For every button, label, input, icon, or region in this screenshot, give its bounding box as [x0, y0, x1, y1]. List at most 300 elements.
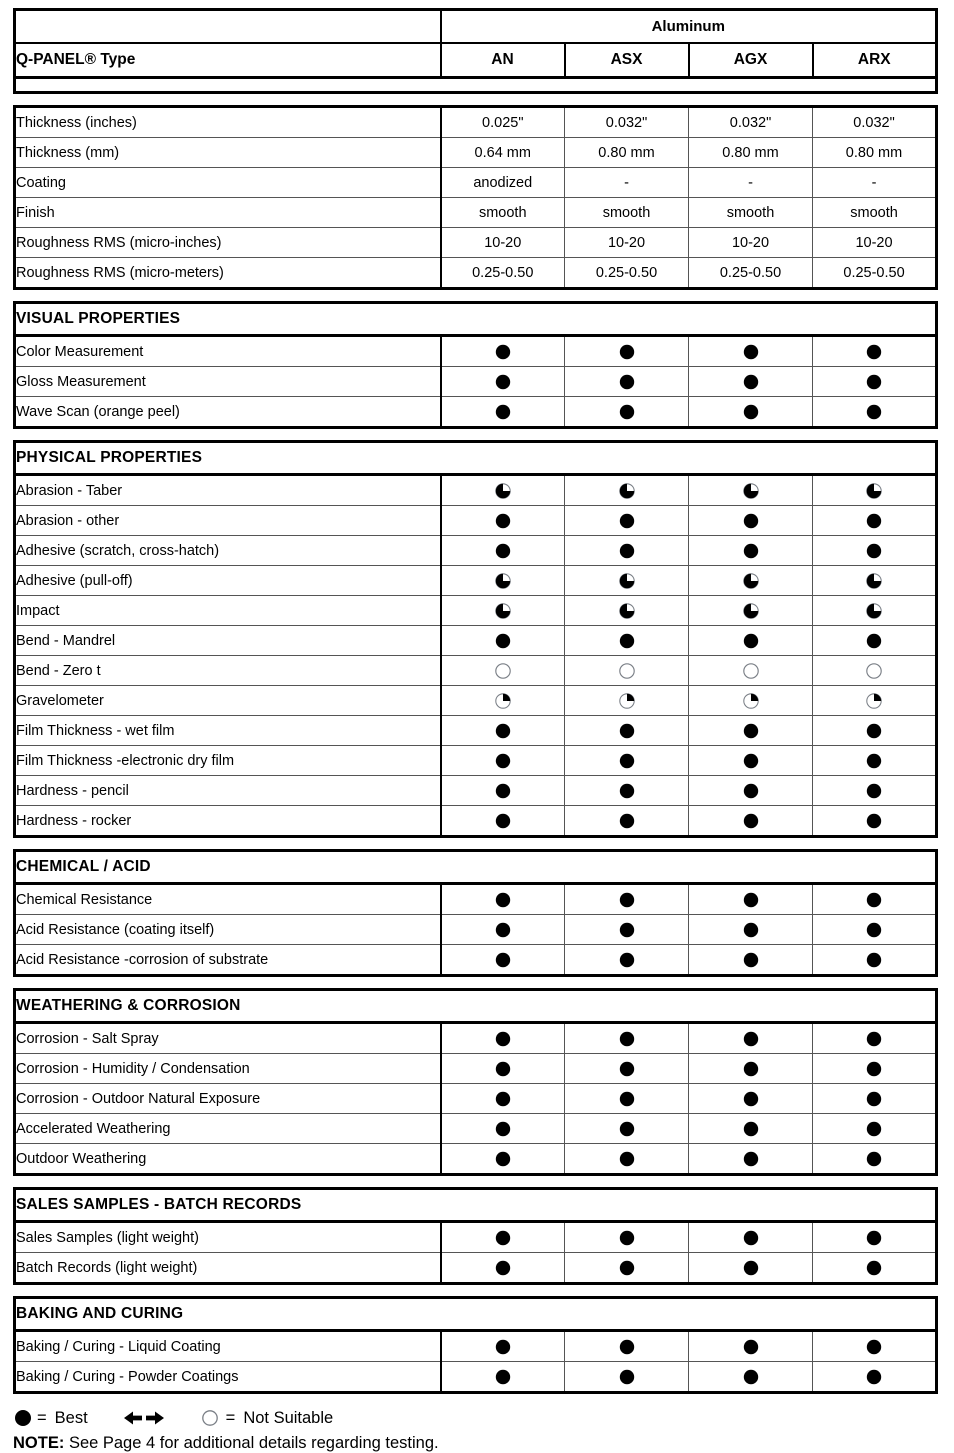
rating-cell	[689, 656, 813, 686]
rating-full-icon	[618, 632, 636, 650]
rating-full-icon	[742, 1368, 760, 1386]
group-header-aluminum: Aluminum	[441, 10, 937, 44]
property-label: Corrosion - Outdoor Natural Exposure	[15, 1084, 441, 1114]
section-header-row	[15, 851, 937, 884]
spec-row-label: Thickness (inches)	[15, 107, 441, 138]
table-row	[15, 776, 937, 806]
rating-full-icon	[618, 373, 636, 391]
rating-full-icon	[865, 1229, 883, 1247]
rating-cell	[813, 1362, 937, 1393]
rating-full-icon	[865, 921, 883, 939]
rating-full-icon	[742, 1150, 760, 1168]
rating-full-icon	[494, 752, 512, 770]
rating-cell	[813, 1054, 937, 1084]
spec-row-value: 10-20	[565, 228, 689, 258]
table-row	[15, 1054, 937, 1084]
footer-note-prefix: NOTE:	[13, 1434, 65, 1452]
rating-cell	[441, 776, 565, 806]
rating-full-icon	[742, 1338, 760, 1356]
section-gap-row	[15, 837, 937, 851]
spec-row-value: 0.80 mm	[813, 138, 937, 168]
property-label: Gloss Measurement	[15, 367, 441, 397]
rating-three-quarter-icon	[618, 572, 636, 590]
rating-full-icon	[742, 1229, 760, 1247]
spec-row-value: 0.64 mm	[441, 138, 565, 168]
rating-full-icon	[742, 542, 760, 560]
rating-cell	[441, 915, 565, 945]
rating-full-icon	[494, 891, 512, 909]
table-row	[15, 596, 937, 626]
qpanel-spec-table	[13, 8, 938, 1394]
rating-full-icon	[494, 373, 512, 391]
rating-full-icon	[618, 812, 636, 830]
rating-three-quarter-icon	[742, 602, 760, 620]
rating-quarter-icon	[494, 692, 512, 710]
table-row	[15, 336, 937, 367]
spec-row-value: -	[813, 168, 937, 198]
rating-cell	[689, 884, 813, 915]
rating-cell	[813, 746, 937, 776]
rating-full-icon	[618, 1368, 636, 1386]
table-row	[15, 945, 937, 976]
rating-cell	[565, 1253, 689, 1284]
rating-cell	[441, 397, 565, 428]
rating-full-icon	[618, 1338, 636, 1356]
rating-cell	[565, 367, 689, 397]
section-title: VISUAL PROPERTIES	[15, 303, 937, 336]
rating-quarter-icon	[865, 692, 883, 710]
rating-three-quarter-icon	[742, 572, 760, 590]
rating-cell	[441, 1114, 565, 1144]
spec-table-body	[15, 10, 937, 1393]
rating-full-icon	[618, 1120, 636, 1138]
table-row	[15, 656, 937, 686]
section-gap-row	[15, 289, 937, 303]
table-column-header-row	[15, 43, 937, 78]
rating-cell	[689, 686, 813, 716]
section-header-row	[15, 1189, 937, 1222]
rating-cell	[565, 806, 689, 837]
empty-circle-icon	[200, 1408, 220, 1428]
spec-comparison-page	[0, 8, 954, 1452]
rating-cell	[813, 536, 937, 566]
spec-row-value: -	[565, 168, 689, 198]
property-label: Outdoor Weathering	[15, 1144, 441, 1175]
rating-cell	[441, 945, 565, 976]
table-row	[15, 1362, 937, 1393]
rating-full-icon	[742, 512, 760, 530]
rating-full-icon	[494, 812, 512, 830]
rating-cell	[565, 626, 689, 656]
rating-cell	[689, 566, 813, 596]
spacer-cell	[15, 78, 937, 93]
property-label: Gravelometer	[15, 686, 441, 716]
table-row	[15, 138, 937, 168]
rating-three-quarter-icon	[618, 602, 636, 620]
spec-row-label: Roughness RMS (micro-inches)	[15, 228, 441, 258]
rating-cell	[689, 776, 813, 806]
row-header-label: Q-PANEL® Type	[15, 43, 441, 78]
rating-full-icon	[742, 403, 760, 421]
property-label: Adhesive (scratch, cross-hatch)	[15, 536, 441, 566]
rating-empty-icon	[494, 662, 512, 680]
property-label: Color Measurement	[15, 336, 441, 367]
rating-cell	[565, 945, 689, 976]
table-row	[15, 228, 937, 258]
rating-cell	[689, 746, 813, 776]
gap-cell	[15, 976, 937, 990]
gap-cell	[15, 837, 937, 851]
rating-full-icon	[742, 1030, 760, 1048]
property-label: Bend - Zero t	[15, 656, 441, 686]
rating-full-icon	[618, 752, 636, 770]
header-spacer-row	[15, 78, 937, 93]
rating-full-icon	[742, 891, 760, 909]
table-row	[15, 367, 937, 397]
rating-full-icon	[494, 1338, 512, 1356]
spec-row-value: 0.032"	[565, 107, 689, 138]
table-row	[15, 626, 937, 656]
rating-full-icon	[494, 1368, 512, 1386]
rating-full-icon	[494, 1229, 512, 1247]
rating-cell	[689, 1331, 813, 1362]
rating-cell	[813, 686, 937, 716]
rating-cell	[813, 626, 937, 656]
rating-cell	[813, 1114, 937, 1144]
rating-cell	[565, 716, 689, 746]
rating-full-icon	[618, 403, 636, 421]
gap-cell	[15, 1284, 937, 1298]
section-title: SALES SAMPLES - BATCH RECORDS	[15, 1189, 937, 1222]
rating-cell	[689, 945, 813, 976]
table-row	[15, 806, 937, 837]
rating-full-icon	[618, 1259, 636, 1277]
rating-cell	[565, 566, 689, 596]
rating-full-icon	[494, 343, 512, 361]
rating-cell	[689, 1253, 813, 1284]
rating-full-icon	[742, 782, 760, 800]
property-label: Wave Scan (orange peel)	[15, 397, 441, 428]
rating-cell	[689, 716, 813, 746]
rating-cell	[565, 506, 689, 536]
property-label: Hardness - rocker	[15, 806, 441, 837]
rating-full-icon	[618, 1030, 636, 1048]
footer-note-text: See Page 4 for additional details regarding testing.	[68, 1434, 439, 1452]
rating-cell	[689, 336, 813, 367]
property-label: Corrosion - Salt Spray	[15, 1023, 441, 1054]
spec-row-value: 0.25-0.50	[689, 258, 813, 289]
rating-cell	[441, 596, 565, 626]
rating-cell	[813, 884, 937, 915]
property-label: Batch Records (light weight)	[15, 1253, 441, 1284]
rating-cell	[813, 1331, 937, 1362]
section-gap-row	[15, 1175, 937, 1189]
rating-full-icon	[865, 343, 883, 361]
rating-full-icon	[865, 632, 883, 650]
rating-cell	[813, 506, 937, 536]
table-row	[15, 107, 937, 138]
rating-full-icon	[865, 512, 883, 530]
rating-full-icon	[742, 752, 760, 770]
property-label: Film Thickness - wet film	[15, 716, 441, 746]
table-row	[15, 884, 937, 915]
rating-full-icon	[865, 1150, 883, 1168]
gap-row	[15, 93, 937, 107]
legend	[13, 1408, 954, 1428]
table-row	[15, 746, 937, 776]
rating-full-icon	[865, 752, 883, 770]
rating-cell	[441, 1362, 565, 1393]
table-row	[15, 1253, 937, 1284]
rating-cell	[565, 884, 689, 915]
property-label: Abrasion - Taber	[15, 475, 441, 506]
table-row	[15, 536, 937, 566]
footer-note	[13, 1434, 954, 1453]
section-gap-row	[15, 428, 937, 442]
property-label: Baking / Curing - Liquid Coating	[15, 1331, 441, 1362]
spec-row-label: Thickness (mm)	[15, 138, 441, 168]
spec-row-value: 0.032"	[813, 107, 937, 138]
rating-cell	[565, 1331, 689, 1362]
rating-cell	[689, 397, 813, 428]
rating-full-icon	[494, 1030, 512, 1048]
rating-cell	[565, 1362, 689, 1393]
gap-cell	[15, 1175, 937, 1189]
section-header-row	[15, 442, 937, 475]
spec-row-value: 0.25-0.50	[441, 258, 565, 289]
table-row	[15, 258, 937, 289]
rating-cell	[689, 536, 813, 566]
property-label: Sales Samples (light weight)	[15, 1222, 441, 1253]
legend-best-equals: =	[37, 1408, 47, 1427]
rating-cell	[565, 656, 689, 686]
gap-cell	[15, 289, 937, 303]
rating-cell	[689, 1054, 813, 1084]
rating-full-icon	[618, 782, 636, 800]
rating-cell	[441, 1084, 565, 1114]
rating-cell	[813, 1222, 937, 1253]
table-row	[15, 198, 937, 228]
rating-cell	[565, 536, 689, 566]
rating-cell	[441, 1023, 565, 1054]
spec-row-value: 10-20	[689, 228, 813, 258]
rating-cell	[813, 656, 937, 686]
spec-row-value: 10-20	[813, 228, 937, 258]
rating-full-icon	[742, 373, 760, 391]
legend-notsuitable-label: Not Suitable	[243, 1408, 334, 1427]
spec-row-label: Finish	[15, 198, 441, 228]
rating-cell	[689, 915, 813, 945]
rating-cell	[813, 915, 937, 945]
rating-full-icon	[494, 921, 512, 939]
full-circle-icon	[13, 1408, 33, 1428]
rating-full-icon	[865, 782, 883, 800]
rating-cell	[565, 1144, 689, 1175]
rating-three-quarter-icon	[494, 572, 512, 590]
rating-full-icon	[865, 1060, 883, 1078]
rating-full-icon	[865, 1120, 883, 1138]
rating-cell	[565, 397, 689, 428]
rating-full-icon	[494, 1259, 512, 1277]
rating-cell	[813, 1084, 937, 1114]
rating-full-icon	[865, 951, 883, 969]
spec-row-value: 0.80 mm	[689, 138, 813, 168]
column-header-arx: ARX	[813, 43, 937, 78]
rating-cell	[689, 1222, 813, 1253]
property-label: Bend - Mandrel	[15, 626, 441, 656]
section-gap-row	[15, 976, 937, 990]
rating-cell	[441, 1222, 565, 1253]
property-label: Impact	[15, 596, 441, 626]
rating-full-icon	[865, 542, 883, 560]
rating-cell	[565, 336, 689, 367]
rating-full-icon	[494, 951, 512, 969]
rating-cell	[441, 1144, 565, 1175]
rating-cell	[689, 1084, 813, 1114]
section-title: BAKING AND CURING	[15, 1298, 937, 1331]
rating-cell	[441, 475, 565, 506]
rating-full-icon	[742, 1090, 760, 1108]
section-title: CHEMICAL / ACID	[15, 851, 937, 884]
left-right-arrow-icon	[122, 1408, 166, 1428]
rating-full-icon	[618, 1229, 636, 1247]
rating-cell	[441, 536, 565, 566]
rating-full-icon	[865, 403, 883, 421]
property-label: Accelerated Weathering	[15, 1114, 441, 1144]
rating-cell	[689, 806, 813, 837]
rating-full-icon	[494, 722, 512, 740]
rating-full-icon	[618, 951, 636, 969]
rating-cell	[441, 716, 565, 746]
rating-full-icon	[494, 403, 512, 421]
rating-full-icon	[865, 891, 883, 909]
rating-three-quarter-icon	[742, 482, 760, 500]
section-header-row	[15, 1298, 937, 1331]
rating-full-icon	[618, 722, 636, 740]
rating-empty-icon	[742, 662, 760, 680]
rating-full-icon	[865, 1368, 883, 1386]
rating-full-icon	[618, 1060, 636, 1078]
table-row	[15, 168, 937, 198]
legend-notsuitable-equals: =	[225, 1408, 236, 1427]
rating-cell	[565, 686, 689, 716]
rating-full-icon	[494, 512, 512, 530]
rating-cell	[441, 626, 565, 656]
rating-full-icon	[494, 542, 512, 560]
property-label: Adhesive (pull-off)	[15, 566, 441, 596]
table-row	[15, 397, 937, 428]
rating-cell	[689, 1114, 813, 1144]
rating-full-icon	[742, 1259, 760, 1277]
rating-full-icon	[742, 343, 760, 361]
rating-full-icon	[742, 1060, 760, 1078]
rating-three-quarter-icon	[618, 482, 636, 500]
column-header-agx: AGX	[689, 43, 813, 78]
rating-full-icon	[742, 812, 760, 830]
rating-full-icon	[618, 891, 636, 909]
rating-cell	[689, 596, 813, 626]
table-row	[15, 1144, 937, 1175]
rating-full-icon	[742, 951, 760, 969]
rating-cell	[813, 945, 937, 976]
rating-full-icon	[865, 1259, 883, 1277]
rating-full-icon	[618, 1090, 636, 1108]
rating-full-icon	[618, 343, 636, 361]
table-row	[15, 506, 937, 536]
table-row	[15, 716, 937, 746]
rating-cell	[689, 1144, 813, 1175]
rating-cell	[813, 1144, 937, 1175]
rating-cell	[441, 566, 565, 596]
property-label: Abrasion - other	[15, 506, 441, 536]
rating-full-icon	[618, 1150, 636, 1168]
spec-row-value: 0.025"	[441, 107, 565, 138]
rating-cell	[441, 506, 565, 536]
spec-row-value: smooth	[813, 198, 937, 228]
section-header-row	[15, 990, 937, 1023]
rating-cell	[565, 596, 689, 626]
section-title: WEATHERING & CORROSION	[15, 990, 937, 1023]
section-gap-row	[15, 1284, 937, 1298]
rating-cell	[441, 806, 565, 837]
rating-cell	[813, 1253, 937, 1284]
gap-cell	[15, 428, 937, 442]
property-label: Hardness - pencil	[15, 776, 441, 806]
property-label: Acid Resistance (coating itself)	[15, 915, 441, 945]
rating-full-icon	[865, 722, 883, 740]
rating-full-icon	[742, 921, 760, 939]
table-group-header-row	[15, 10, 937, 44]
rating-full-icon	[618, 921, 636, 939]
spec-row-value: smooth	[441, 198, 565, 228]
rating-cell	[441, 686, 565, 716]
rating-cell	[565, 1054, 689, 1084]
rating-full-icon	[865, 1338, 883, 1356]
rating-cell	[441, 367, 565, 397]
rating-full-icon	[742, 1120, 760, 1138]
rating-quarter-icon	[742, 692, 760, 710]
rating-cell	[689, 626, 813, 656]
rating-full-icon	[494, 632, 512, 650]
header-blank-cell	[15, 10, 441, 44]
table-row	[15, 475, 937, 506]
rating-empty-icon	[865, 662, 883, 680]
spec-row-label: Roughness RMS (micro-meters)	[15, 258, 441, 289]
rating-cell	[565, 915, 689, 945]
table-row	[15, 1331, 937, 1362]
rating-cell	[813, 397, 937, 428]
rating-cell	[565, 1222, 689, 1253]
rating-cell	[441, 1054, 565, 1084]
table-row	[15, 1114, 937, 1144]
rating-cell	[441, 656, 565, 686]
rating-cell	[565, 746, 689, 776]
rating-cell	[441, 336, 565, 367]
rating-cell	[441, 1253, 565, 1284]
rating-quarter-icon	[618, 692, 636, 710]
rating-cell	[565, 1084, 689, 1114]
table-row	[15, 1084, 937, 1114]
legend-best-label: Best	[54, 1408, 88, 1427]
rating-three-quarter-icon	[494, 602, 512, 620]
rating-cell	[813, 367, 937, 397]
rating-cell	[689, 506, 813, 536]
property-label: Chemical Resistance	[15, 884, 441, 915]
table-row	[15, 566, 937, 596]
spec-row-value: 10-20	[441, 228, 565, 258]
rating-cell	[689, 1362, 813, 1393]
rating-full-icon	[865, 812, 883, 830]
